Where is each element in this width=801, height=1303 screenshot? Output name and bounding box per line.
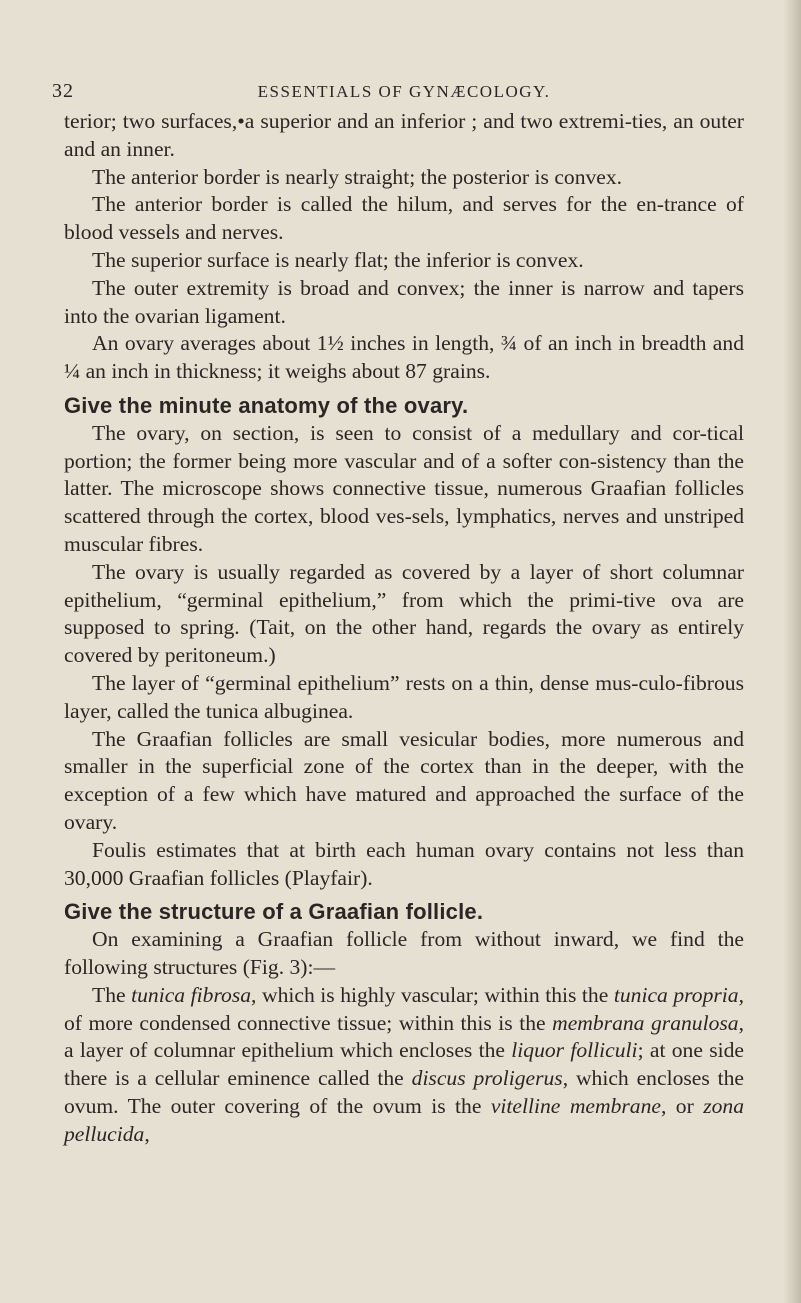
italic-term: tunica propria <box>613 982 739 1007</box>
text-run: , which encloses the ovum. The outer covering of the ovum is the <box>64 1066 745 1118</box>
paragraph: terior; two surfaces,•a superior and an inferior ; and two extremi-ties, an outer and an inner. <box>64 109 744 161</box>
paragraph: The layer of “germinal epithelium” rests on a thin, dense mus-culo-fibrous layer, called the tunica albuginea. <box>64 670 744 723</box>
section-heading: Give the minute anatomy of the ovary. <box>64 392 469 418</box>
text-run: , of more condensed connective tissue; within this is the <box>64 982 744 1035</box>
paragraph: The anterior border is called the hilum, and serves for the en-trance of blood vessels and nerves. <box>64 192 744 245</box>
paragraph: An ovary averages about 1½ inches in length, ¾ of an inch in breadth and ¼ an inch in thickness; it weighs about 87 grains. <box>64 331 744 384</box>
text-run: , <box>144 1121 150 1146</box>
page-number: 32 <box>52 80 74 102</box>
running-head: ESSENTIALS OF GYNÆCOLOGY. <box>257 82 551 101</box>
paragraph: The ovary is usually regarded as covered by a layer of short columnar epithelium, “germinal epithelium,” from which the primi-tive ova are supposed to spring. (Tait, on the other hand, regards the ovary as entirely covered by peritoneum.) <box>64 559 744 668</box>
paragraph: The outer extremity is broad and convex; the inner is narrow and tapers into the ovarian ligament. <box>64 275 744 328</box>
italic-term: zona pellucida <box>64 1093 744 1146</box>
page-header <box>52 80 744 108</box>
text-run: , a layer of columnar epithelium which encloses the <box>64 1010 744 1063</box>
paragraph: The anterior border is nearly straight; the posterior is convex. <box>92 164 623 189</box>
paragraph: On examining a Graafian follicle from without inward, we find the following structures (Fig. 3):— <box>64 927 744 979</box>
section-heading: Give the structure of a Graafian follicle. <box>64 899 484 925</box>
paragraph: Foulis estimates that at birth each human ovary contains not less than 30,000 Graafian follicles (Playfair). <box>64 837 744 890</box>
italic-term: liquor folliculi <box>511 1038 638 1063</box>
italic-term: tunica fibrosa <box>131 982 252 1007</box>
italic-term: vitelline membrane <box>490 1093 661 1118</box>
italic-term: membrana granulosa <box>552 1010 739 1035</box>
text-run: , which is highly vascular; within this the <box>251 982 614 1007</box>
body-text <box>64 108 744 1148</box>
italic-term: discus proligerus <box>411 1066 563 1091</box>
paragraph <box>64 982 744 1149</box>
paragraph: The Graafian follicles are small vesicular bodies, more numerous and smaller in the superficial zone of the cortex than in the deeper, with the exception of a few which have matured and approached the surface of the ovary. <box>64 726 744 834</box>
text-run: ; at one side there is a cellular eminence called the <box>64 1038 744 1091</box>
paragraph: The ovary, on section, is seen to consist of a medullary and cor-tical portion; the former being more vascular and of a softer con-sistency than the latter. The microscope shows connective tissue, numerous Graafian follicles scattered through the cortex, blood ves-sels, lymphatics, nerves and unstriped muscular fibres. <box>64 420 744 556</box>
paragraph: The superior surface is nearly flat; the inferior is convex. <box>92 247 584 272</box>
text-run: The <box>92 982 132 1007</box>
page-edge-shadow <box>783 0 801 1303</box>
book-page <box>52 80 745 1148</box>
text-run: , or <box>660 1093 704 1118</box>
